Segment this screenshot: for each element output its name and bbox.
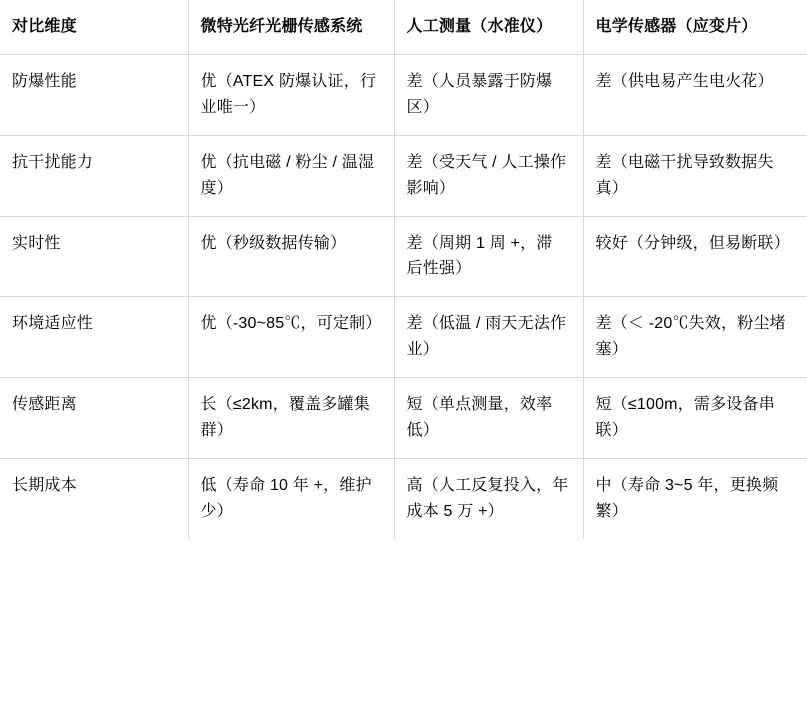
- column-header-manual-measurement: 人工测量（水准仪）: [394, 0, 583, 54]
- cell-dimension: 防爆性能: [0, 54, 188, 135]
- cell-fiber: 低（寿命 10 年 +，维护少）: [188, 458, 394, 538]
- cell-manual: 差（人员暴露于防爆区）: [394, 54, 583, 135]
- cell-fiber: 优（ATEX 防爆认证，行业唯一）: [188, 54, 394, 135]
- cell-dimension: 环境适应性: [0, 297, 188, 378]
- cell-dimension: 传感距离: [0, 378, 188, 459]
- cell-electric: 差（供电易产生电火花）: [583, 54, 807, 135]
- table-row: [0, 135, 807, 216]
- cell-manual: 差（低温 / 雨天无法作业）: [394, 297, 583, 378]
- cell-fiber: 长（≤2km，覆盖多罐集群）: [188, 378, 394, 459]
- cell-electric: 差（＜ -20℃失效，粉尘堵塞）: [583, 297, 807, 378]
- cell-manual: 短（单点测量，效率低）: [394, 378, 583, 459]
- column-header-electric-sensor: 电学传感器（应变片）: [583, 0, 807, 54]
- table-row: [0, 297, 807, 378]
- cell-dimension: 抗干扰能力: [0, 135, 188, 216]
- cell-fiber: 优（秒级数据传输）: [188, 216, 394, 297]
- cell-electric: 差（电磁干扰导致数据失真）: [583, 135, 807, 216]
- cell-electric: 短（≤100m，需多设备串联）: [583, 378, 807, 459]
- cell-electric: 较好（分钟级，但易断联）: [583, 216, 807, 297]
- cell-fiber: 优（抗电磁 / 粉尘 / 温湿度）: [188, 135, 394, 216]
- cell-electric: 中（寿命 3~5 年，更换频繁）: [583, 458, 807, 538]
- cell-manual: 差（受天气 / 人工操作影响）: [394, 135, 583, 216]
- table-row: [0, 378, 807, 459]
- table-body: [0, 54, 807, 538]
- cell-manual: 差（周期 1 周 +，滞后性强）: [394, 216, 583, 297]
- cell-dimension: 长期成本: [0, 458, 188, 538]
- column-header-dimension: 对比维度: [0, 0, 188, 54]
- cell-manual: 高（人工反复投入，年成本 5 万 +）: [394, 458, 583, 538]
- column-header-fiber-system: 微特光纤光栅传感系统: [188, 0, 394, 54]
- table-row: [0, 54, 807, 135]
- table-header: [0, 0, 807, 54]
- cell-dimension: 实时性: [0, 216, 188, 297]
- cell-fiber: 优（-30~85℃，可定制）: [188, 297, 394, 378]
- table-row: [0, 216, 807, 297]
- table-row: [0, 458, 807, 538]
- table-header-row: [0, 0, 807, 54]
